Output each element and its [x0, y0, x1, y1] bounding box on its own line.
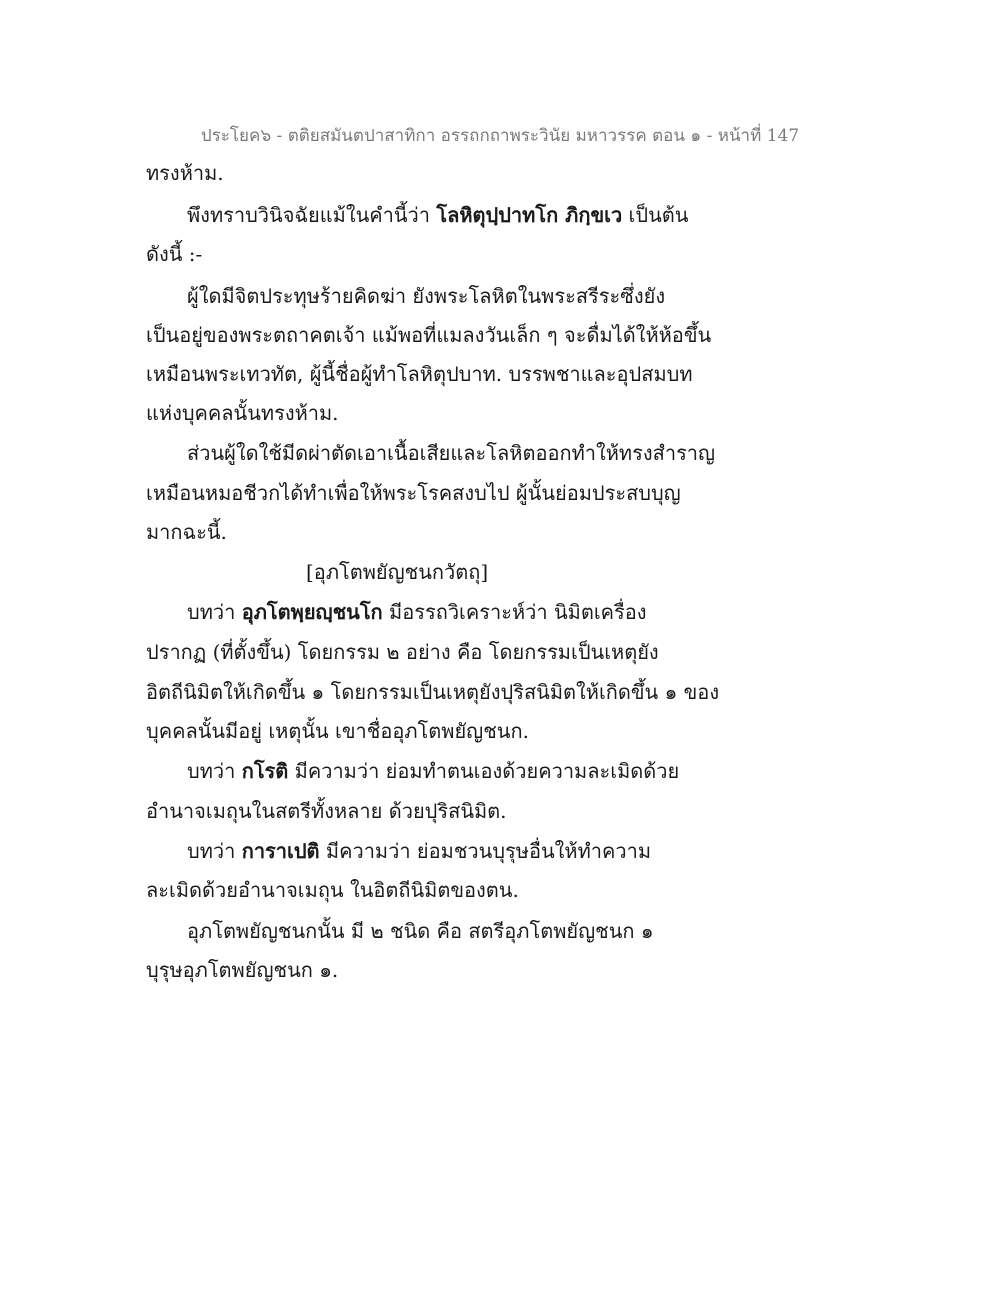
running-header: ประโยค๖ - ตติยสมันตปาสาทิกา อรรถกถาพระวินัย มหาวรรค ตอน ๑ - หน้าที่ 147 [200, 126, 800, 146]
text-span: พึงทราบวินิจฉัยแม้ในคำนี้ว่า [187, 203, 437, 227]
text-line: ปรากฏ (ที่ตั้งขึ้น) โดยกรรม ๒ อย่าง คือ โดยกรรมเป็นเหตุยัง [146, 640, 659, 664]
pali-term: โลหิตุปฺปาทโก ภิกฺขเว [436, 203, 623, 227]
text-line: บุรุษอุภโตพยัญชนก ๑. [146, 958, 339, 982]
text-line: บุคคลนั้นมีอยู่ เหตุนั้น เขาชื่ออุภโตพยัญชนก. [146, 719, 529, 743]
text-line: แห่งบุคคลนั้นทรงห้าม. [146, 401, 339, 425]
text-line: ผู้ใดมีจิตประทุษร้ายคิดฆ่า ยังพระโลหิตในพระสรีระซึ่งยัง [187, 284, 666, 308]
text-span: เป็นต้น [622, 203, 689, 227]
text-span: มีความว่า ย่อมชวนบุรุษอื่นให้ทำความ [319, 839, 652, 863]
text-line [187, 202, 688, 228]
pali-term: กโรติ [241, 759, 289, 783]
text-span: มีความว่า ย่อมทำตนเองด้วยความละเมิดด้วย [288, 759, 680, 783]
text-line: เหมือนพระเทวทัต, ผู้นี้ชื่อผู้ทำโลหิตุปบาท. บรรพชาและอุปสมบท [146, 362, 693, 386]
text-span: บทว่า [187, 759, 242, 783]
text-line: ทรงห้าม. [146, 161, 224, 185]
text-line: อุภโตพยัญชนกนั้น มี ๒ ชนิด คือ สตรีอุภโตพยัญชนก ๑ [187, 919, 654, 943]
text-line: ละเมิดด้วยอำนาจเมถุน ในอิตถีนิมิตของตน. [146, 878, 519, 902]
text-line: เป็นอยู่ของพระตถาคตเจ้า แม้พอที่แมลงวันเล็ก ๆ จะดื่มได้ให้ห้อขึ้น [146, 323, 712, 347]
text-line: ส่วนผู้ใดใช้มีดผ่าตัดเอาเนื้อเสียและโลหิตออกทำให้ทรงสำราญ [187, 441, 716, 465]
text-line: ดังนี้ :- [146, 242, 203, 266]
pali-term: การาเปติ [241, 839, 320, 863]
text-line: เหมือนหมอชีวกได้ทำเพื่อให้พระโรคสงบไป ผู้นั้นย่อมประสบบุญ [146, 481, 681, 505]
text-line [187, 599, 647, 625]
section-title: [อุภโตพยัญชนกวัตถุ] [306, 560, 489, 584]
text-line [187, 838, 651, 864]
pali-term: อุภโตพฺยญฺชนโก [241, 600, 383, 624]
text-line: มากฉะนี้. [146, 520, 227, 544]
text-line: อำนาจเมถุนในสตรีทั้งหลาย ด้วยปุริสนิมิต. [146, 799, 507, 823]
text-span: มีอรรถวิเคราะห์ว่า นิมิตเครื่อง [382, 600, 647, 624]
text-span: บทว่า [187, 839, 242, 863]
text-line: อิตถีนิมิตให้เกิดขึ้น ๑ โดยกรรมเป็นเหตุยังปุริสนิมิตให้เกิดขึ้น ๑ ของ [146, 680, 720, 704]
text-span: บทว่า [187, 600, 242, 624]
text-line [187, 758, 679, 784]
